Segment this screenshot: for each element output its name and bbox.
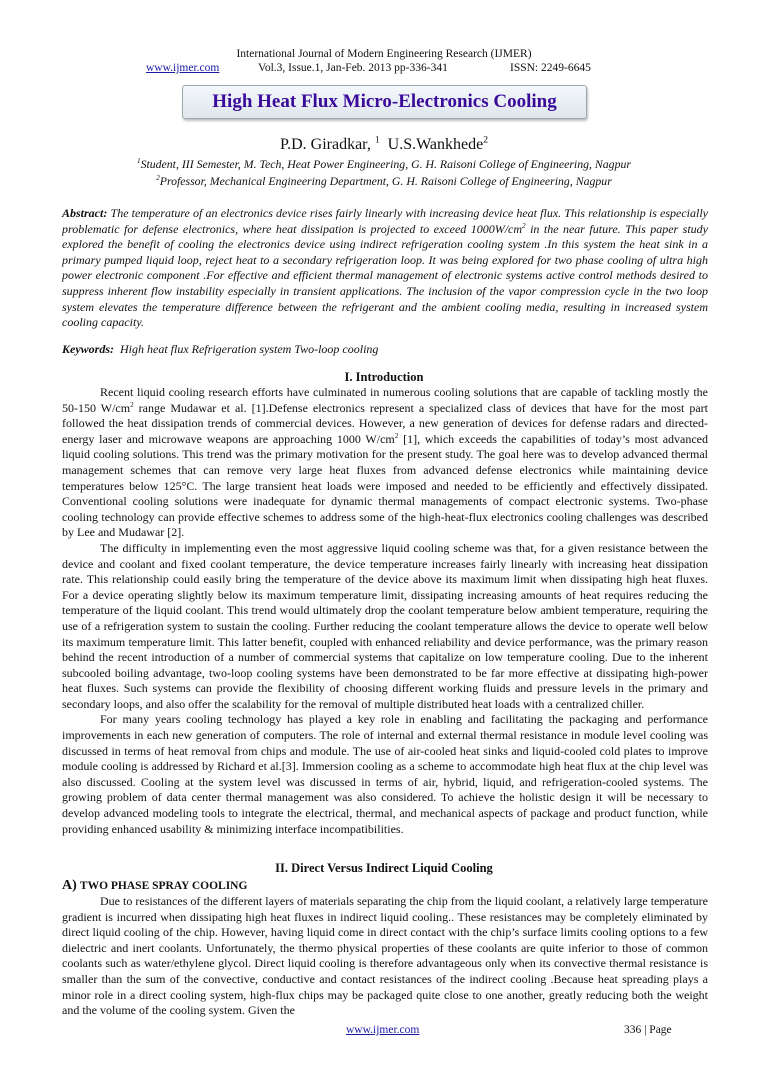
- abstract: Abstract: The temperature of an electronics device rises fairly linearly with increasing device heat flux. This relationship is especially problematic for defense electronics, where heat dissipation is projected to exceed $1000W/cm^2$ in the near future. This paper study explored the benefit of cooling the electronics device using indirect refrigeration cooling system .In this system the heat sink in a primary pumped liquid loop, reject heat to a secondary refrigeration loop. It was being explored for two phase cooling of ultra high power electronic component .For effective and efficient thermal management of electronic systems active control methods desired to suppress inherent flow instability especially in transient applications. The inclusion of the vapor compression cycle in the two loop system elevates the temperature difference between the refrigerant and the ambient cooling media, resulting in increased system cooling capacity.: [62, 206, 708, 330]
- issn: ISSN: 2249-6645: [510, 62, 591, 74]
- paragraph: Recent liquid cooling research efforts have culminated in numerous cooling solutions that are capable of tackling mostly the 50-150 $W/cm^2$ range Mudawar et al. [1].Defense electronics represent a specialized class of devices that have for the most part followed the heat dissipation trends of commercial devices. However, a new generation of devices for defense radars and directed-energy laser and microwave weapons are approaching 1000 $W/cm^2$ [1], which exceeds the capabilities of today’s most advanced liquid cooling solutions. This trend was the primary motivation for the present study. The goal here was to develop advanced thermal management schemes that can remove very large heat fluxes from advanced defense electronics while maintaining device temperatures below 125°C. The large transient heat loads were imposed and needed to be efficiently and effectively dissipated. Conventional cooling solutions were inadequate for dynamic thermal managements of compact electronic systems. Two-phase cooling technology can provide effective schemes to address some of the high-heat-flux electronics cooling challenges was described by Lee and Mudawar [2].: [62, 385, 708, 540]
- author-1: P.D. Giradkar,: [279, 136, 371, 153]
- keywords: Keywords: High heat flux Refrigeration system Two-loop cooling: [62, 342, 379, 356]
- journal-name: International Journal of Modern Engineering Research (IJMER): [236, 48, 532, 60]
- section-heading-introduction: I. Introduction: [344, 370, 424, 384]
- paper-title: High Heat Flux Micro-Electronics Cooling: [182, 85, 587, 119]
- keywords-label: Keywords:: [62, 342, 114, 356]
- paragraph: Due to resistances of the different layers of materials separating the chip from the liquid coolant, a relatively large temperature gradient is incurred when dissipating high heat fluxes in indirect liquid cooling.. These resistances may be completely eliminated by direct liquid cooling of the chip. However, having liquid come in direct contact with the chip’s surface limits cooling options to a few dielectric and inert coolants. Unfortunately, the thermo physical properties of these coolants are quite inferior to those of common coolants such as water/ethylene glycol. Direct liquid cooling is therefore advantageous only when its convective thermal resistance is smaller than the sum of the convective, conductive and contact resistances of the indirect cooling .Because heat spreading plays a minor role in a direct cooling system, high-flux chips may be packaged quite close to one another, greatly reducing both the weight and the volume of the cooling system. Given the: [62, 894, 708, 1018]
- volume-info: Vol.3, Issue.1, Jan-Feb. 2013 pp-336-341: [258, 62, 448, 74]
- header-website-link[interactable]: www.ijmer.com: [146, 62, 220, 74]
- affiliation-1: $^1$Student, III Semester, M. Tech, Heat Power Engineering, G. H. Raisoni College of Engineering, Nagpur: [137, 157, 631, 171]
- author-line: [0, 136, 768, 154]
- subsection-heading: A) TWO PHASE SPRAY COOLING: [62, 878, 248, 893]
- author-2: U.S.Wankhede: [387, 136, 484, 153]
- affiliation-2: $^2$Professor, Mechanical Engineering Department, G. H. Raisoni College of Engineering, Nagpur: [156, 174, 612, 188]
- section-heading-direct-vs-indirect: II. Direct Versus Indirect Liquid Cooling: [275, 861, 493, 875]
- author-1-sup: 1: [374, 134, 380, 146]
- author-2-sup: 2: [483, 134, 489, 146]
- page-number: 336 | Page: [624, 1024, 672, 1036]
- paragraph: The difficulty in implementing even the most aggressive liquid cooling scheme was that, for a given resistance between the device and coolant and fixed coolant temperature, the device temperature increases fairly linearly with increasing heat dissipation rate. This relationship could easily bring the temperature of the device above its maximum limit when dissipating high heat fluxes. For a device operating slightly below its maximum temperature limit, dissipating increasing amounts of heat requires reducing the temperature of the liquid coolant. This trend would ultimately drop the coolant temperature below ambient temperature, requiring the use of a refrigeration system to sustain the cooling. Further reducing the coolant temperature allows the device to operate well below its maximum temperature limit. This latter benefit, coupled with enhanced reliability and device performance, was the primary reason behind the recent introduction of a number of commercial systems that capitalize on low temperature cooling. Due to the inherent subcooled boiling advantage, two-loop cooling systems have been demonstrated to be far more effective at dissipating high-power heat fluxes. Such systems can provide the flexibility of choosing different working fluids and pressure levels in the primary and secondary loops, and also offer the scalability for the removal of multiple distributed heat loads with a centralized chiller.: [62, 540, 708, 711]
- paragraph: For many years cooling technology has played a key role in enabling and facilitating the packaging and performance improvements in each new generation of computers. The role of internal and external thermal resistance in module level cooling was discussed in terms of heat removal from chips and module. The use of air-cooled heat sinks and liquid-cooled cold plates to improve module cooling is addressed by Richard et al.[3]. Immersion cooling as a scheme to accommodate high heat flux at the chip level was also discussed. Cooling at the system level was discussed in terms of air, hybrid, liquid, and refrigeration-cooled systems. The growing problem of data center thermal management was also considered. To achieve the holistic design it will be necessary to develop advanced modeling tools to integrate the electrical, thermal, and mechanical aspects of package and product function, while providing enhanced usability & minimizing interface incompatibilities.: [62, 712, 708, 836]
- introduction-body: [62, 385, 708, 837]
- footer-website-link[interactable]: www.ijmer.com: [346, 1024, 420, 1036]
- spray-cooling-body: [62, 894, 708, 1019]
- abstract-label: Abstract:: [62, 206, 108, 220]
